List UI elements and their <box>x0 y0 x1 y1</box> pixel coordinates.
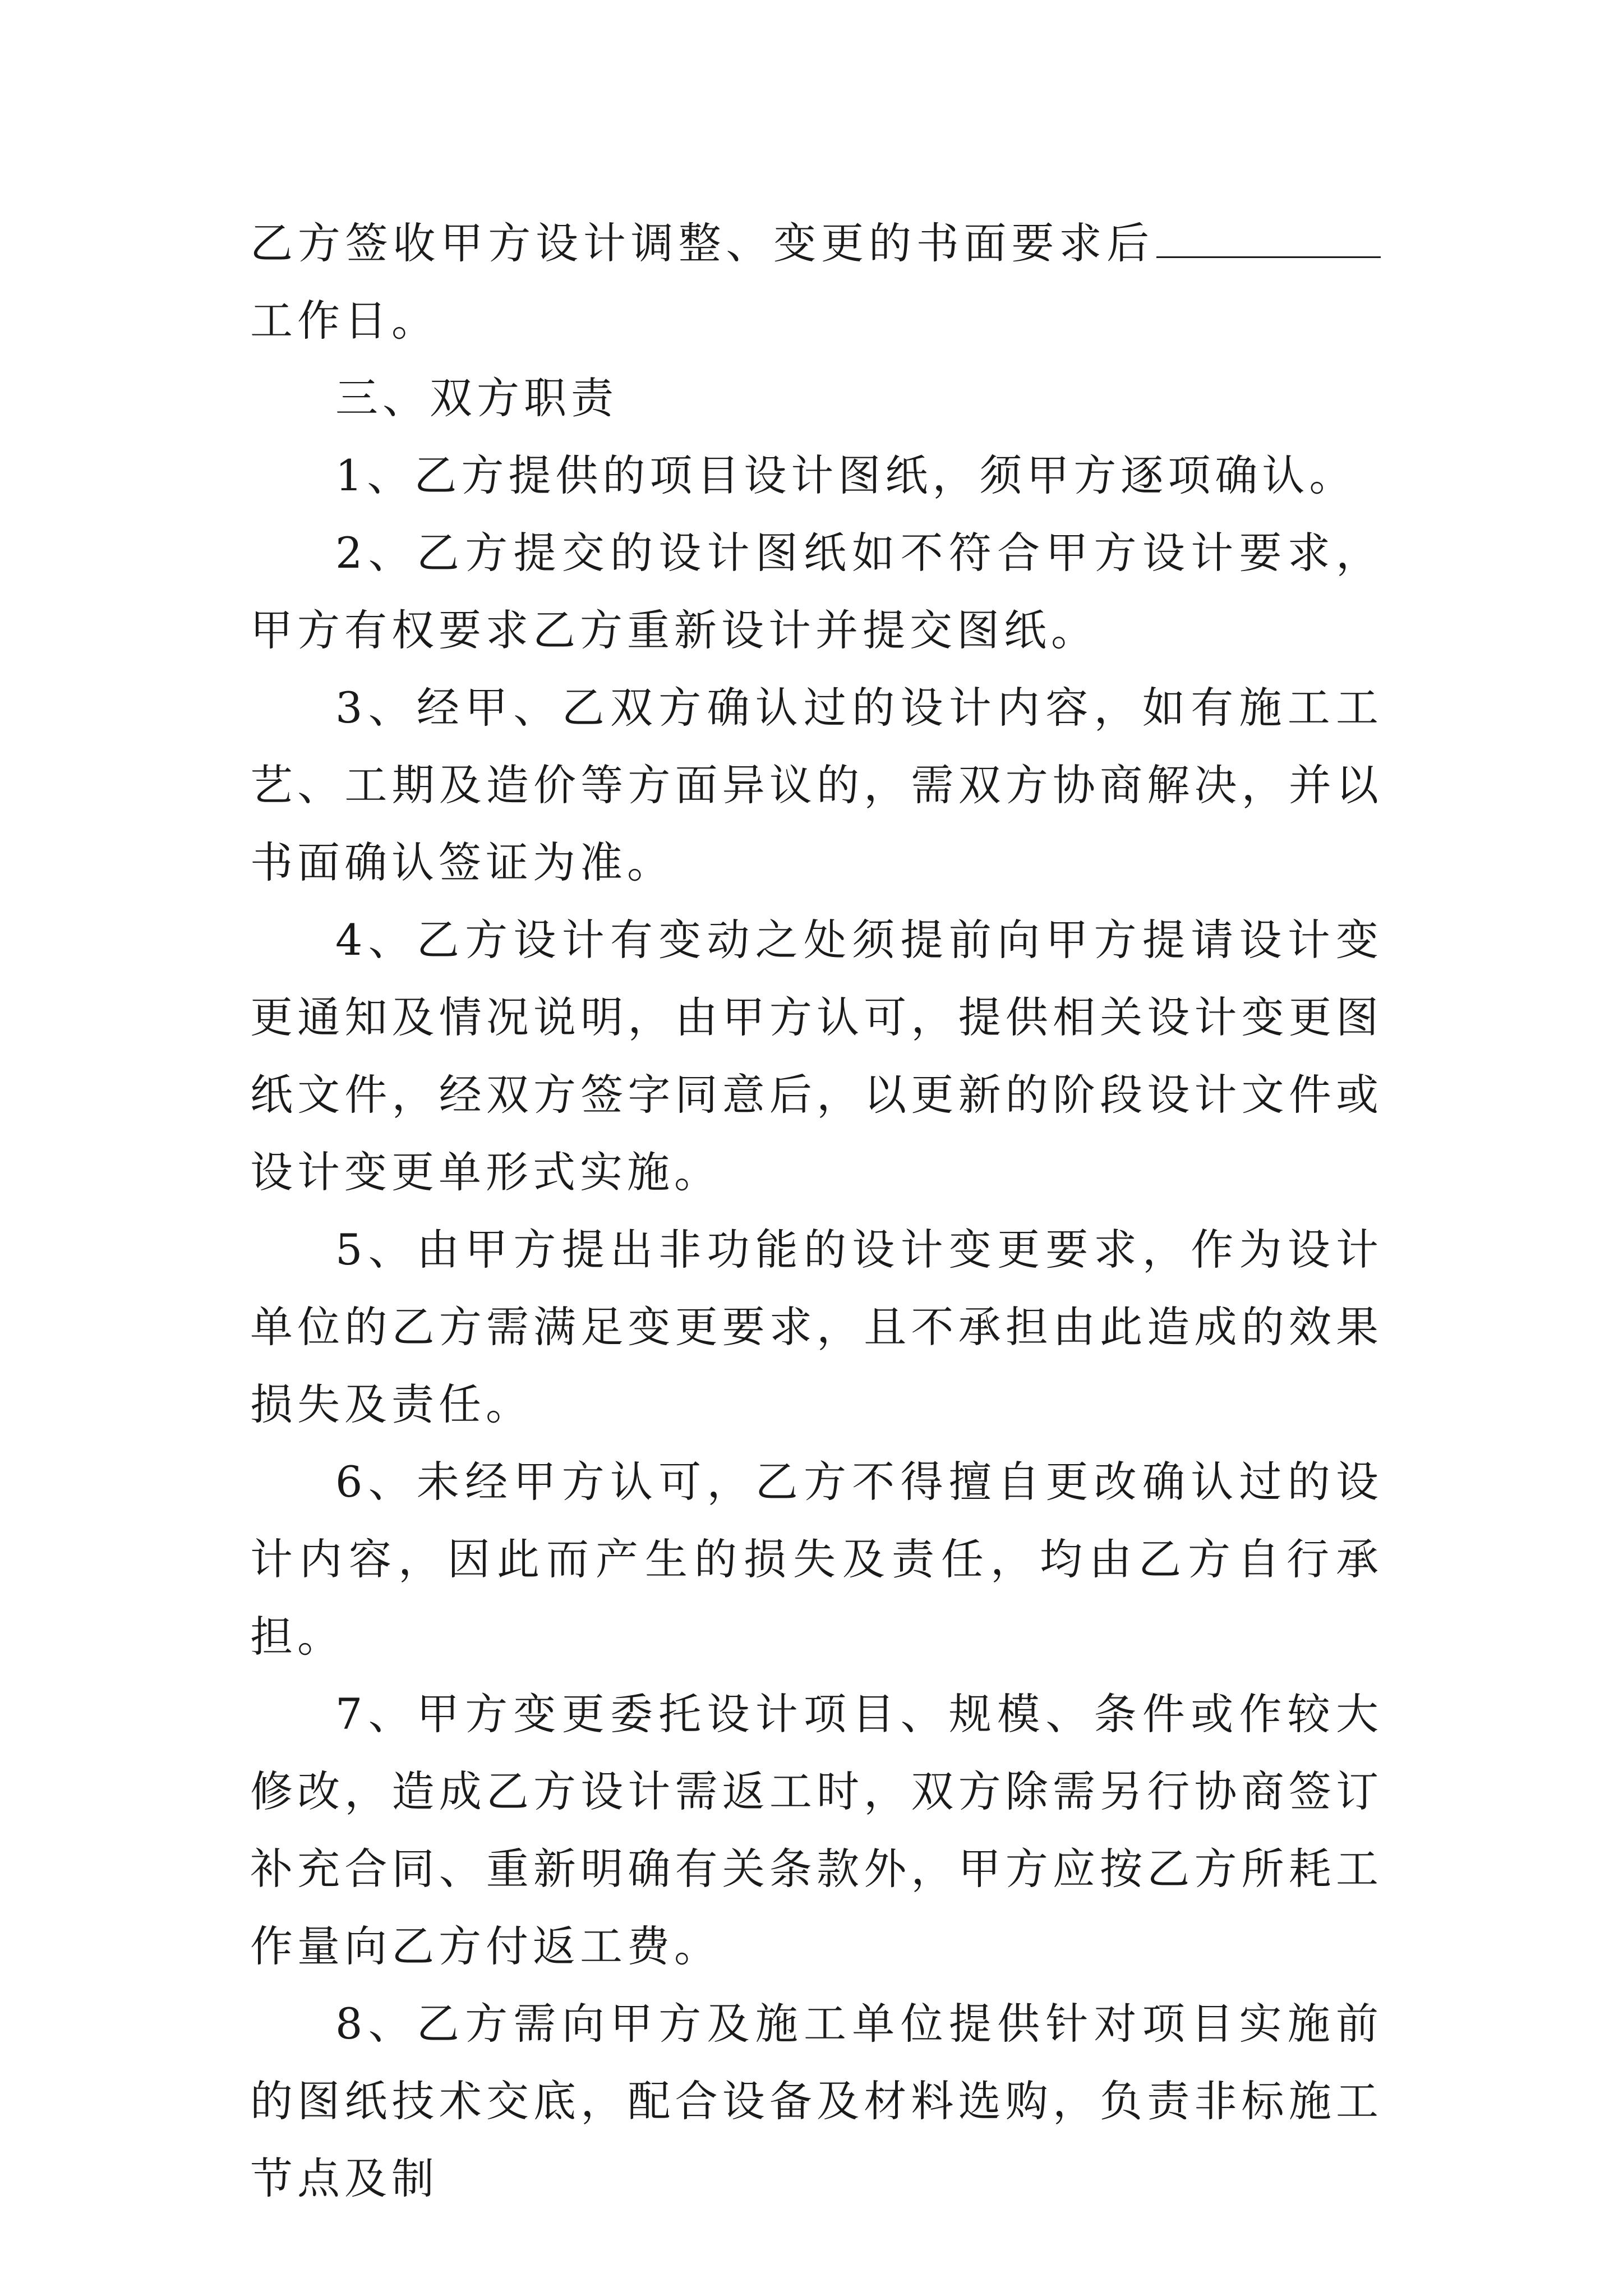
paragraph-text: 工作日。 <box>250 296 439 346</box>
clause-1: 1、乙方提供的项目设计图纸，须甲方逐项确认。 <box>335 450 1357 500</box>
clause-8: 8、乙方需向甲方及施工单位提供针对项目实施前的图纸技术交底，配合设备及材料选购，负责非标施工节点及制 <box>250 1999 1383 2203</box>
clause-3: 3、经甲、乙双方确认过的设计内容，如有施工工艺、工期及造价等方面异议的，需双方协商解决，并以书面确认签证为准。 <box>250 683 1383 887</box>
clause-5: 5、由甲方提出非功能的设计变更要求，作为设计单位的乙方需满足变更要求，且不承担由此造成的效果损失及责任。 <box>250 1225 1383 1429</box>
paragraph-text: 乙方签收甲方设计调整、变更的书面要求后 <box>250 218 1154 268</box>
clause-7: 7、甲方变更委托设计项目、规模、条件或作较大修改，造成乙方设计需返工时，双方除需另行协商签订补充合同、重新明确有关条款外，甲方应按乙方所耗工作量向乙方付返工费。 <box>250 1689 1383 1971</box>
clause-6: 6、未经甲方认可，乙方不得擅自更改确认过的设计内容，因此而产生的损失及责任，均由乙方自行承担。 <box>250 1457 1383 1662</box>
clause-4: 4、乙方设计有变动之处须提前向甲方提请设计变更通知及情况说明，由甲方认可，提供相关设计变更图纸文件，经双方签字同意后，以更新的阶段设计文件或设计变更单形式实施。 <box>250 915 1383 1197</box>
fill-in-blank <box>1156 220 1381 258</box>
document-body <box>250 205 1383 2217</box>
paragraph-revision-deadline <box>250 205 1383 360</box>
section-heading: 三、双方职责 <box>335 373 618 423</box>
clause-2: 2、乙方提交的设计图纸如不符合甲方设计要求，甲方有权要求乙方重新设计并提交图纸。 <box>250 528 1383 655</box>
